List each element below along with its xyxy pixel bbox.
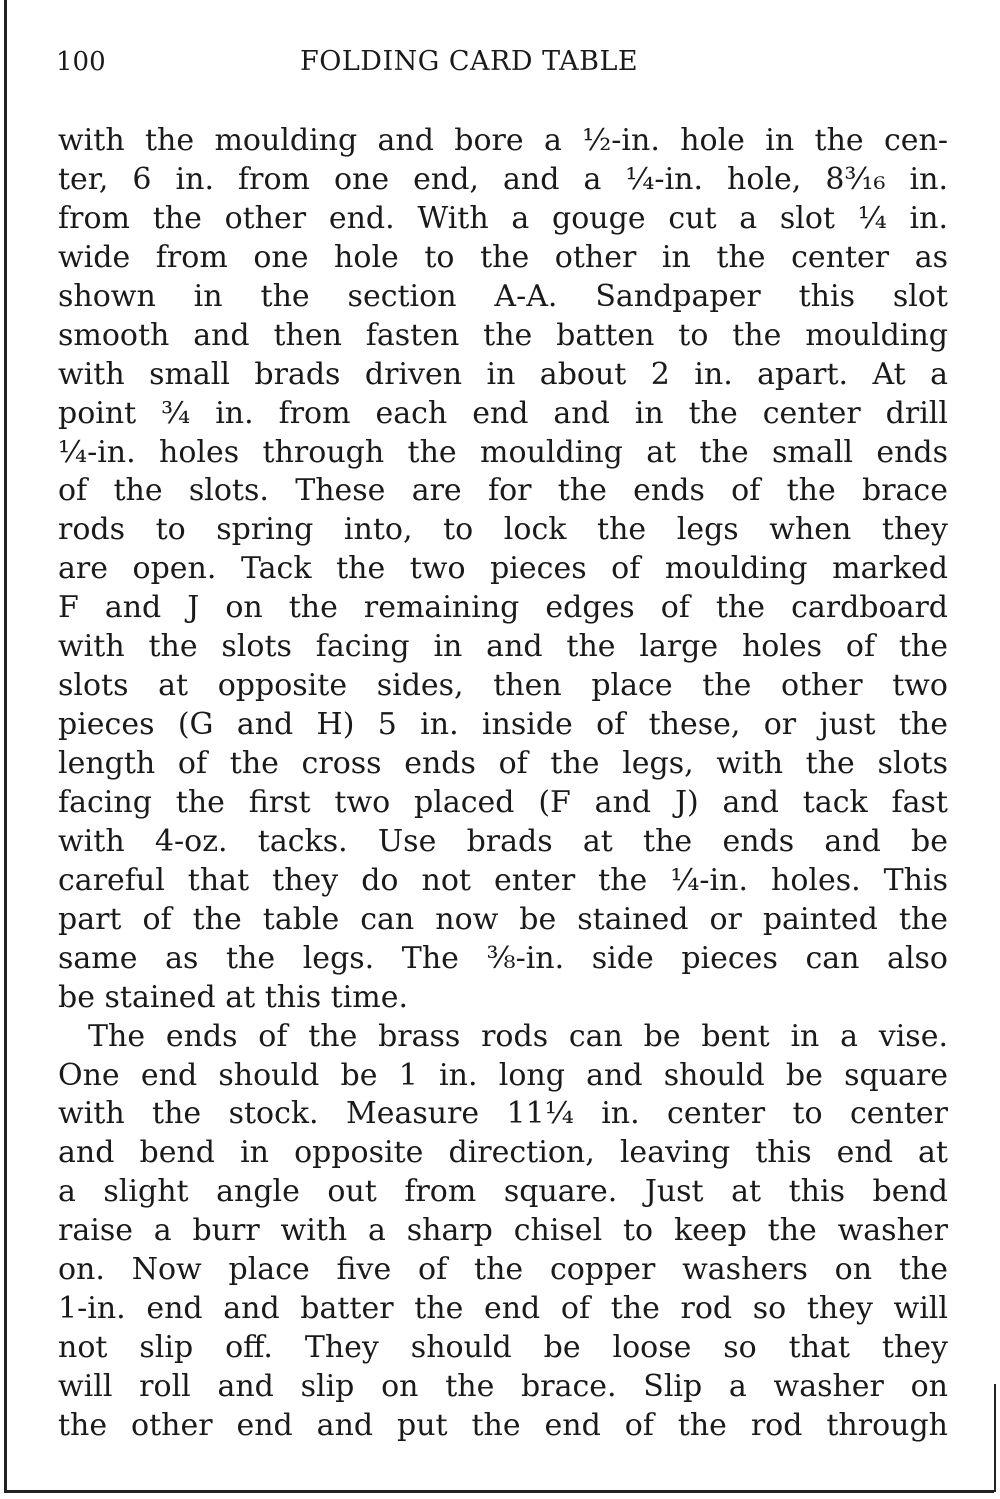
text-line: with 4-oz. tacks. Use brads at the ends and be (58, 823, 948, 859)
text-line: facing the first two placed (F and J) and tack fast (58, 784, 948, 820)
text-line: ¼-in. holes through the moulding at the small ends (58, 434, 948, 470)
running-head (56, 40, 948, 84)
text-line: a slight angle out from square. Just at this bend (58, 1174, 948, 1210)
text-line: smooth and then fasten the batten to the moulding (58, 317, 948, 353)
text-line: not slip off. They should be loose so that they (58, 1330, 948, 1366)
text-line: wide from one hole to the other in the center as (58, 239, 948, 275)
text-line: F and J on the remaining edges of the cardboard (58, 590, 948, 626)
text-line: of the slots. These are for the ends of the brace (58, 473, 948, 509)
text-line: shown in the section A-A. Sandpaper this slot (58, 278, 948, 314)
text-line: pieces (G and H) 5 in. inside of these, or just the (58, 707, 948, 743)
scan-border-bottom (4, 1490, 994, 1493)
text-line: from the other end. With a gouge cut a slot ¼ in. (58, 200, 948, 236)
page-number: 100 (56, 47, 106, 77)
text-line: with the stock. Measure 11¼ in. center to center (58, 1096, 948, 1132)
paragraph-1 (58, 122, 948, 1018)
text-line: same as the legs. The ⅜-in. side pieces can also (58, 940, 948, 976)
text-line: be stained at this time. (58, 979, 409, 1015)
text-line: on. Now place five of the copper washers on the (58, 1252, 948, 1288)
scan-border-right (994, 1384, 996, 1492)
text-line: rods to spring into, to lock the legs when they (58, 512, 948, 548)
text-line: 1-in. end and batter the end of the rod so they will (58, 1291, 948, 1327)
text-line: with the moulding and bore a ½-in. hole in the cen- (58, 123, 948, 158)
running-title: FOLDING CARD TABLE (300, 46, 639, 77)
text-line: with small brads driven in about 2 in. apart. At a (58, 356, 948, 392)
text-line: are open. Tack the two pieces of moulding marked (58, 551, 948, 587)
text-line: with the slots facing in and the large holes of the (58, 629, 948, 665)
text-line: careful that they do not enter the ¼-in. holes. This (58, 862, 948, 898)
text-line: length of the cross ends of the legs, with the slots (58, 746, 948, 781)
text-line: point ¾ in. from each end and in the center drill (58, 395, 948, 431)
text-line: the other end and put the end of the rod through (58, 1407, 948, 1443)
text-line: part of the table can now be stained or painted the (58, 901, 948, 937)
text-line: and bend in opposite direction, leaving this end at (58, 1135, 948, 1171)
text-line: raise a burr with a sharp chisel to keep the washer (58, 1213, 948, 1249)
text-line: will roll and slip on the brace. Slip a washer on (58, 1369, 948, 1404)
paragraph-2 (58, 1018, 948, 1446)
scan-border-left (4, 0, 7, 1492)
text-line: slots at opposite sides, then place the other two (58, 668, 948, 704)
text-line: The ends of the brass rods can be bent in a vise. (88, 1018, 948, 1054)
body-text (58, 122, 948, 1446)
text-line: ter, 6 in. from one end, and a ¼-in. hole, 8³⁄₁₆ in. (58, 161, 948, 197)
text-line: One end should be 1 in. long and should be square (58, 1057, 948, 1093)
